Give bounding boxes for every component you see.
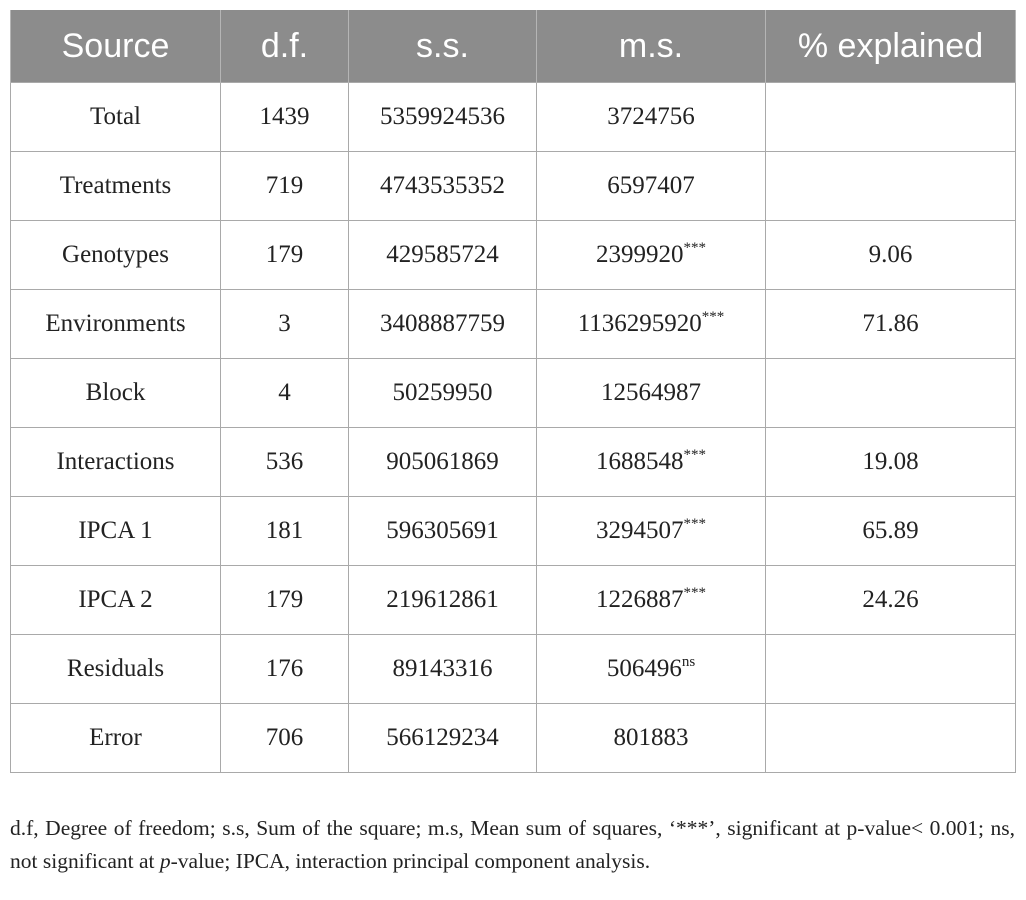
ms-significance: *** xyxy=(683,447,706,463)
cell-df: 4 xyxy=(221,359,349,428)
ms-value: 801883 xyxy=(613,724,689,751)
cell-pct xyxy=(766,152,1016,221)
table-body xyxy=(11,83,1016,773)
ms-value: 3294507 xyxy=(596,517,684,544)
header-pct-explained: % explained xyxy=(766,10,1016,83)
table-row xyxy=(11,152,1016,221)
cell-df: 706 xyxy=(221,704,349,773)
cell-ms xyxy=(537,359,766,428)
table-row xyxy=(11,635,1016,704)
table-footnote xyxy=(10,812,1015,878)
table-header xyxy=(11,10,1016,83)
cell-ms xyxy=(537,290,766,359)
cell-ms xyxy=(537,221,766,290)
cell-source: Residuals xyxy=(11,635,221,704)
table-row xyxy=(11,704,1016,773)
cell-df: 181 xyxy=(221,497,349,566)
ms-value: 1688548 xyxy=(596,448,684,475)
cell-df: 179 xyxy=(221,566,349,635)
cell-pct: 9.06 xyxy=(766,221,1016,290)
cell-pct: 24.26 xyxy=(766,566,1016,635)
cell-ss: 905061869 xyxy=(349,428,537,497)
header-ss: s.s. xyxy=(349,10,537,83)
cell-ms xyxy=(537,497,766,566)
table-row xyxy=(11,83,1016,152)
footnote-text-1: d.f, Degree of freedom; s.s, Sum of the square; m.s, Mean sum of squares, ‘***’, significant at p-value< 0.001; ns, not significant at xyxy=(10,815,1015,873)
table-row xyxy=(11,359,1016,428)
cell-ss: 219612861 xyxy=(349,566,537,635)
cell-source: Environments xyxy=(11,290,221,359)
header-row xyxy=(11,10,1016,83)
cell-df: 3 xyxy=(221,290,349,359)
ms-value: 3724756 xyxy=(607,103,695,130)
cell-ms xyxy=(537,83,766,152)
table-row xyxy=(11,290,1016,359)
cell-pct xyxy=(766,635,1016,704)
ms-value: 6597407 xyxy=(607,172,695,199)
cell-source: Block xyxy=(11,359,221,428)
cell-ms xyxy=(537,152,766,221)
anova-table-container xyxy=(10,10,1015,773)
cell-ms xyxy=(537,566,766,635)
anova-table xyxy=(10,10,1016,773)
ms-value: 506496 xyxy=(606,655,682,682)
cell-ms xyxy=(537,635,766,704)
cell-ss: 596305691 xyxy=(349,497,537,566)
cell-ms xyxy=(537,704,766,773)
cell-pct: 65.89 xyxy=(766,497,1016,566)
cell-ss: 50259950 xyxy=(349,359,537,428)
cell-pct xyxy=(766,83,1016,152)
ms-value: 1226887 xyxy=(596,586,684,613)
cell-source: Error xyxy=(11,704,221,773)
header-df: d.f. xyxy=(221,10,349,83)
cell-source: Interactions xyxy=(11,428,221,497)
cell-df: 176 xyxy=(221,635,349,704)
table-row xyxy=(11,428,1016,497)
cell-source: IPCA 2 xyxy=(11,566,221,635)
cell-pct: 71.86 xyxy=(766,290,1016,359)
cell-source: Treatments xyxy=(11,152,221,221)
ms-significance: ns xyxy=(681,654,696,670)
ms-value: 12564987 xyxy=(601,379,701,406)
cell-ss: 566129234 xyxy=(349,704,537,773)
ms-significance: *** xyxy=(701,309,725,325)
cell-pct xyxy=(766,704,1016,773)
cell-df: 179 xyxy=(221,221,349,290)
footnote-italic-p: p xyxy=(159,848,171,873)
cell-source: Genotypes xyxy=(11,221,221,290)
cell-ss: 429585724 xyxy=(349,221,537,290)
header-source: Source xyxy=(11,10,221,83)
cell-df: 719 xyxy=(221,152,349,221)
cell-pct: 19.08 xyxy=(766,428,1016,497)
cell-source: Total xyxy=(11,83,221,152)
cell-source: IPCA 1 xyxy=(11,497,221,566)
cell-df: 536 xyxy=(221,428,349,497)
cell-ss: 89143316 xyxy=(349,635,537,704)
table-row xyxy=(11,497,1016,566)
ms-significance: *** xyxy=(683,516,706,532)
cell-ss: 4743535352 xyxy=(349,152,537,221)
table-row xyxy=(11,221,1016,290)
cell-pct xyxy=(766,359,1016,428)
table-row xyxy=(11,566,1016,635)
header-ms: m.s. xyxy=(537,10,766,83)
cell-df: 1439 xyxy=(221,83,349,152)
cell-ms xyxy=(537,428,766,497)
ms-value: 2399920 xyxy=(596,241,684,268)
footnote-text-2: -value; IPCA, interaction principal component analysis. xyxy=(170,848,651,873)
cell-ss: 3408887759 xyxy=(349,290,537,359)
cell-ss: 5359924536 xyxy=(349,83,537,152)
ms-value: 1136295920 xyxy=(577,310,702,337)
ms-significance: *** xyxy=(683,240,706,256)
ms-significance: *** xyxy=(683,585,706,601)
